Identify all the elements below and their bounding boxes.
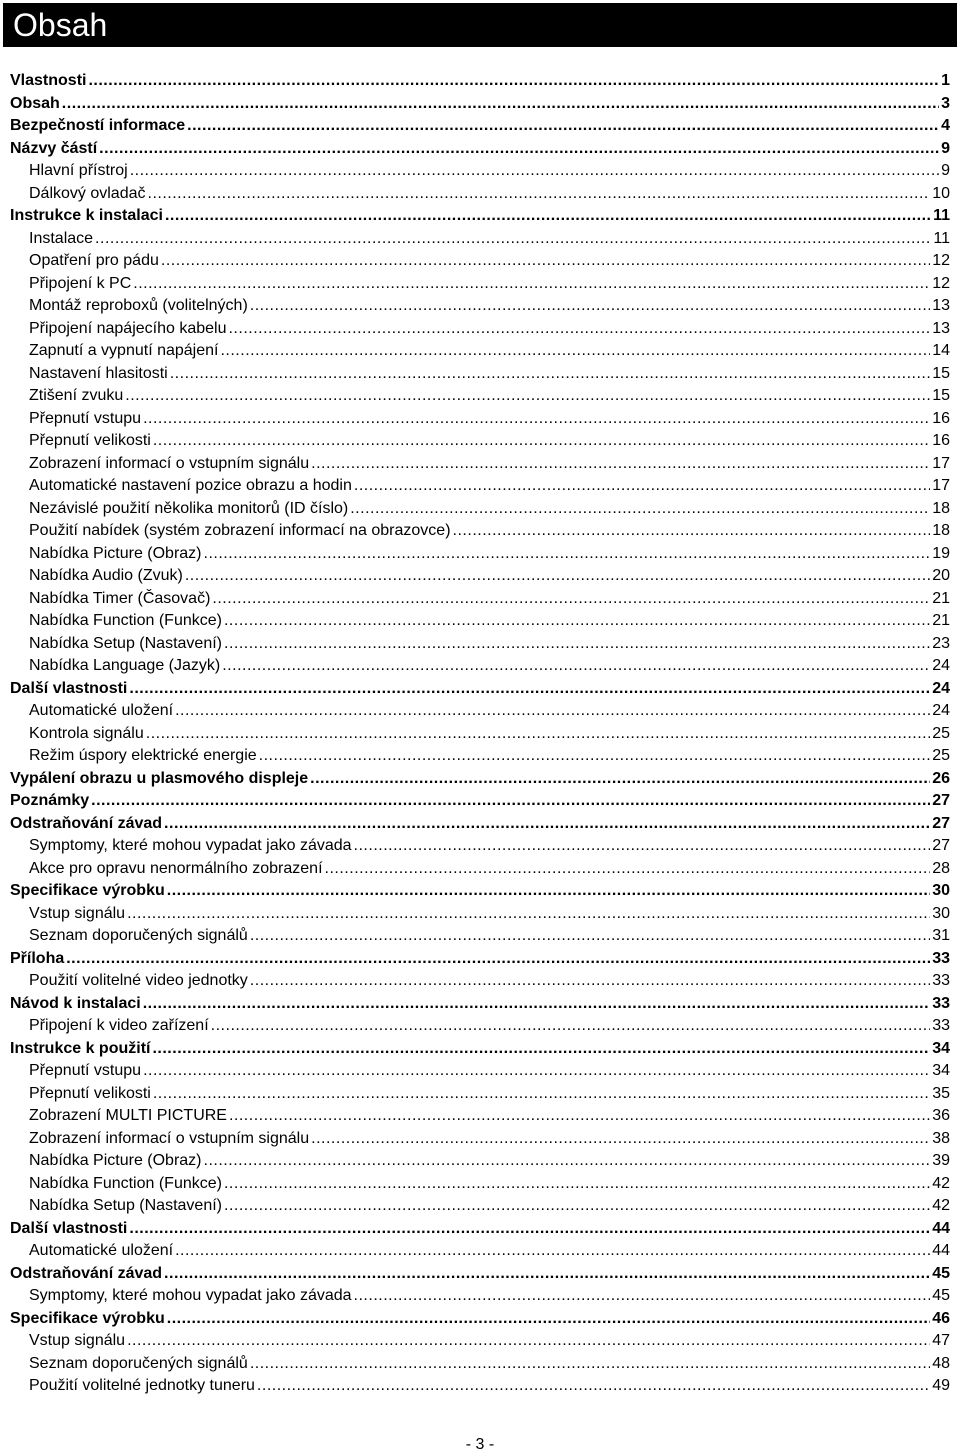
toc-entry[interactable]	[10, 1353, 950, 1376]
toc-entry-label: Nabídka Setup (Nastavení)	[29, 1197, 222, 1214]
toc-entry-label: Nabídka Function (Funkce)	[29, 612, 222, 629]
toc-entry[interactable]	[10, 880, 950, 903]
toc-entry-page-number: 39	[932, 1152, 950, 1169]
toc-entry-label: Použití volitelné video jednotky	[29, 972, 248, 989]
toc-entry[interactable]	[10, 385, 950, 408]
toc-entry[interactable]	[10, 430, 950, 453]
toc-entry[interactable]	[10, 768, 950, 791]
toc-dot-leader	[143, 1060, 930, 1083]
toc-entry-label: Symptomy, které mohou vypadat jako závada	[29, 837, 352, 854]
toc-entry[interactable]	[10, 1015, 950, 1038]
toc-dot-leader	[99, 138, 939, 161]
toc-entry-page-number: 33	[932, 994, 950, 1012]
toc-entry[interactable]	[10, 205, 950, 228]
toc-entry[interactable]	[10, 453, 950, 476]
toc-dot-leader	[153, 1083, 930, 1106]
toc-dot-leader	[204, 543, 931, 566]
toc-entry-label: Seznam doporučených signálů	[29, 927, 248, 944]
toc-dot-leader	[229, 1105, 930, 1128]
toc-entry-label: Specifikace výrobku	[10, 882, 165, 899]
toc-entry-page-number: 10	[932, 184, 950, 202]
section-header	[3, 3, 957, 47]
toc-entry[interactable]	[10, 183, 950, 206]
toc-dot-leader	[152, 1038, 930, 1061]
toc-entry-label: Přepnutí vstupu	[29, 409, 142, 427]
toc-entry-label: Návod k instalaci	[10, 994, 141, 1012]
toc-entry-label: Automatické uložení	[29, 702, 174, 719]
toc-dot-leader	[143, 993, 930, 1016]
toc-entry-label: Zobrazení informací o vstupním signálu	[29, 1129, 310, 1147]
toc-dot-leader	[354, 475, 930, 498]
toc-entry[interactable]	[10, 948, 950, 971]
toc-entry-label: Připojení k video zařízení	[29, 1017, 209, 1034]
toc-entry-page-number: 9	[941, 139, 950, 157]
toc-entry[interactable]	[10, 93, 950, 116]
toc-entry[interactable]	[10, 1150, 950, 1173]
toc-dot-leader	[127, 903, 930, 926]
table-of-contents	[10, 70, 950, 1398]
toc-entry-page-number: 11	[933, 229, 950, 247]
toc-dot-leader	[130, 160, 939, 183]
toc-entry[interactable]	[10, 1375, 950, 1398]
toc-dot-leader	[250, 295, 930, 318]
toc-entry-label: Instrukce k instalaci	[10, 207, 163, 224]
toc-entry[interactable]	[10, 678, 950, 701]
toc-entry-label: Nabídka Setup (Nastavení)	[29, 634, 222, 652]
toc-dot-leader	[354, 1285, 931, 1308]
toc-dot-leader	[175, 1240, 930, 1263]
page-title: Obsah	[13, 7, 108, 43]
toc-entry-label: Nabídka Picture (Obraz)	[29, 1152, 202, 1169]
toc-entry[interactable]	[10, 250, 950, 273]
toc-entry[interactable]	[10, 1038, 950, 1061]
toc-entry-label: Opatření pro pádu	[29, 252, 159, 269]
toc-entry-label: Připojení napájecího kabelu	[29, 319, 227, 337]
toc-entry[interactable]	[10, 363, 950, 386]
toc-dot-leader	[228, 318, 930, 341]
toc-entry[interactable]	[10, 790, 950, 813]
toc-dot-leader	[164, 1263, 930, 1286]
toc-entry-page-number: 16	[932, 432, 950, 449]
toc-entry-page-number: 18	[932, 499, 950, 517]
toc-entry-page-number: 3	[941, 94, 950, 112]
toc-entry-label: Automatické uložení	[29, 1242, 174, 1259]
toc-entry-label: Vstup signálu	[29, 1332, 126, 1349]
toc-entry-label: Přepnutí velikosti	[29, 1084, 151, 1102]
toc-entry[interactable]	[10, 340, 950, 363]
toc-entry-page-number: 15	[932, 387, 950, 404]
toc-dot-leader	[311, 453, 930, 476]
toc-entry-label: Instrukce k použití	[10, 1039, 151, 1057]
toc-entry-label: Vlastnosti	[10, 72, 87, 89]
toc-dot-leader	[250, 925, 930, 948]
toc-entry-label: Použití nabídek (systém zobrazení informací na obrazovce)	[29, 522, 451, 539]
toc-entry[interactable]	[10, 700, 950, 723]
toc-entry-label: Vstup signálu	[29, 904, 126, 922]
toc-entry[interactable]	[10, 565, 950, 588]
toc-entry-label: Poznámky	[10, 792, 90, 809]
toc-entry[interactable]	[10, 1173, 950, 1196]
toc-entry-label: Zobrazení informací o vstupním signálu	[29, 454, 310, 472]
toc-entry-page-number: 18	[932, 522, 950, 539]
toc-entry-page-number: 46	[932, 1309, 950, 1327]
toc-entry-label: Nabídka Function (Funkce)	[29, 1174, 222, 1192]
toc-entry[interactable]	[10, 610, 950, 633]
toc-entry-label: Nabídka Audio (Zvuk)	[29, 567, 183, 584]
toc-entry[interactable]	[10, 813, 950, 836]
toc-entry-page-number: 20	[932, 567, 950, 584]
toc-entry-page-number: 25	[932, 747, 950, 764]
toc-entry-page-number: 13	[932, 297, 950, 314]
toc-entry-label: Bezpečností informace	[10, 117, 186, 134]
toc-entry-page-number: 34	[932, 1062, 950, 1079]
toc-entry-label: Dálkový ovladač	[29, 184, 146, 202]
toc-entry-label: Instalace	[29, 229, 94, 247]
toc-dot-leader	[212, 588, 930, 611]
toc-entry[interactable]	[10, 633, 950, 656]
toc-entry[interactable]	[10, 993, 950, 1016]
toc-entry[interactable]	[10, 475, 950, 498]
toc-entry-page-number: 33	[932, 972, 950, 989]
toc-entry-page-number: 11	[933, 207, 950, 224]
toc-dot-leader	[125, 385, 930, 408]
toc-entry-label: Příloha	[10, 949, 65, 967]
toc-dot-leader	[453, 520, 931, 543]
toc-entry-label: Seznam doporučených signálů	[29, 1354, 248, 1372]
toc-entry[interactable]	[10, 273, 950, 296]
toc-entry[interactable]	[10, 295, 950, 318]
toc-dot-leader	[146, 723, 930, 746]
toc-dot-leader	[185, 565, 930, 588]
toc-entry-label: Režim úspory elektrické energie	[29, 747, 257, 764]
toc-entry-label: Vypálení obrazu u plasmového displeje	[10, 769, 309, 787]
toc-entry[interactable]	[10, 858, 950, 881]
toc-dot-leader	[187, 115, 939, 138]
toc-entry[interactable]	[10, 1128, 950, 1151]
toc-entry-page-number: 35	[932, 1084, 950, 1102]
toc-entry-page-number: 27	[932, 837, 950, 854]
toc-entry-label: Nabídka Timer (Časovač)	[29, 589, 211, 607]
toc-entry-page-number: 47	[932, 1332, 950, 1349]
toc-entry-page-number: 23	[932, 634, 950, 652]
toc-entry-page-number: 45	[932, 1287, 950, 1304]
toc-entry[interactable]	[10, 655, 950, 678]
toc-entry[interactable]	[10, 1083, 950, 1106]
toc-dot-leader	[259, 745, 931, 768]
toc-dot-leader	[129, 1218, 930, 1241]
toc-entry-page-number: 25	[932, 724, 950, 742]
toc-entry[interactable]	[10, 1263, 950, 1286]
toc-entry-page-number: 48	[932, 1354, 950, 1372]
toc-entry-page-number: 21	[932, 612, 950, 629]
toc-entry[interactable]	[10, 1105, 950, 1128]
toc-dot-leader	[220, 340, 930, 363]
toc-entry-label: Nabídka Language (Jazyk)	[29, 657, 221, 674]
toc-entry-label: Montáž reproboxů (volitelných)	[29, 297, 248, 314]
toc-dot-leader	[250, 970, 930, 993]
toc-dot-leader	[224, 1195, 930, 1218]
toc-entry-page-number: 13	[932, 319, 950, 337]
toc-entry[interactable]	[10, 925, 950, 948]
toc-entry[interactable]	[10, 745, 950, 768]
toc-entry-page-number: 38	[932, 1129, 950, 1147]
toc-entry[interactable]	[10, 588, 950, 611]
toc-entry-label: Přepnutí vstupu	[29, 1062, 142, 1079]
toc-entry[interactable]	[10, 723, 950, 746]
toc-dot-leader	[62, 93, 939, 116]
toc-entry-page-number: 36	[932, 1107, 950, 1124]
page-number: - 3 -	[465, 1436, 495, 1453]
toc-entry-page-number: 17	[932, 477, 950, 494]
toc-entry-page-number: 24	[932, 679, 950, 697]
toc-dot-leader	[66, 948, 930, 971]
toc-dot-leader	[224, 1173, 930, 1196]
toc-dot-leader	[148, 183, 931, 206]
toc-entry[interactable]	[10, 543, 950, 566]
toc-entry[interactable]	[10, 1218, 950, 1241]
toc-entry-page-number: 42	[932, 1174, 950, 1192]
toc-entry-page-number: 30	[932, 904, 950, 922]
toc-entry-page-number: 33	[932, 949, 950, 967]
toc-entry-label: Zapnutí a vypnutí napájení	[29, 342, 219, 359]
toc-entry-page-number: 16	[932, 409, 950, 427]
toc-dot-leader	[164, 813, 930, 836]
toc-entry-label: Ztišení zvuku	[29, 387, 124, 404]
toc-entry-label: Názvy částí	[10, 139, 98, 157]
toc-entry[interactable]	[10, 138, 950, 161]
toc-entry-page-number: 27	[932, 814, 950, 832]
toc-entry[interactable]	[10, 1285, 950, 1308]
toc-entry[interactable]	[10, 1060, 950, 1083]
toc-dot-leader	[153, 430, 930, 453]
toc-entry-label: Přepnutí velikosti	[29, 432, 151, 449]
toc-entry-page-number: 30	[932, 882, 950, 899]
toc-entry-page-number: 31	[932, 927, 950, 944]
toc-entry[interactable]	[10, 1195, 950, 1218]
toc-entry-label: Hlavní přístroj	[29, 162, 128, 179]
toc-entry-page-number: 24	[932, 657, 950, 674]
toc-entry-label: Nastavení hlasitosti	[29, 364, 168, 382]
toc-dot-leader	[222, 655, 930, 678]
toc-entry-page-number: 17	[932, 454, 950, 472]
toc-dot-leader	[129, 678, 930, 701]
toc-entry-page-number: 42	[932, 1197, 950, 1214]
toc-dot-leader	[350, 498, 930, 521]
toc-dot-leader	[224, 633, 930, 656]
toc-dot-leader	[161, 250, 930, 273]
toc-entry-page-number: 33	[932, 1017, 950, 1034]
toc-entry-label: Nabídka Picture (Obraz)	[29, 544, 202, 562]
toc-entry-page-number: 26	[932, 769, 950, 787]
toc-dot-leader	[224, 610, 930, 633]
toc-dot-leader	[311, 1128, 930, 1151]
toc-entry[interactable]	[10, 520, 950, 543]
toc-dot-leader	[170, 363, 930, 386]
toc-entry-page-number: 24	[932, 702, 950, 719]
toc-entry-label: Specifikace výrobku	[10, 1309, 165, 1327]
toc-dot-leader	[95, 228, 931, 251]
toc-dot-leader	[143, 408, 930, 431]
toc-entry[interactable]	[10, 903, 950, 926]
toc-entry-page-number: 9	[941, 162, 950, 179]
toc-entry-page-number: 44	[932, 1242, 950, 1259]
toc-dot-leader	[88, 70, 939, 93]
toc-entry[interactable]	[10, 70, 950, 93]
toc-entry[interactable]	[10, 318, 950, 341]
toc-entry-page-number: 14	[932, 342, 950, 359]
toc-dot-leader	[165, 205, 931, 228]
toc-dot-leader	[325, 858, 931, 881]
toc-entry-label: Použití volitelné jednotky tuneru	[29, 1377, 255, 1394]
toc-entry-label: Připojení k PC	[29, 274, 132, 292]
toc-dot-leader	[204, 1150, 931, 1173]
toc-entry[interactable]	[10, 115, 950, 138]
toc-dot-leader	[354, 835, 931, 858]
toc-entry-label: Nezávislé použití několika monitorů (ID číslo)	[29, 499, 349, 517]
toc-entry-page-number: 12	[932, 274, 950, 292]
toc-entry-page-number: 27	[932, 792, 950, 809]
toc-entry-label: Akce pro opravu nenormálního zobrazení	[29, 859, 323, 877]
toc-dot-leader	[127, 1330, 930, 1353]
toc-entry-page-number: 21	[932, 589, 950, 607]
toc-dot-leader	[175, 700, 930, 723]
toc-dot-leader	[91, 790, 930, 813]
toc-entry[interactable]	[10, 970, 950, 993]
toc-dot-leader	[167, 1308, 930, 1331]
toc-entry[interactable]	[10, 1308, 950, 1331]
toc-entry-label: Obsah	[10, 94, 60, 112]
toc-entry-page-number: 28	[932, 859, 950, 877]
toc-dot-leader	[250, 1353, 930, 1376]
toc-entry-page-number: 12	[932, 252, 950, 269]
toc-entry[interactable]	[10, 228, 950, 251]
toc-entry[interactable]	[10, 1240, 950, 1263]
toc-entry-page-number: 4	[941, 117, 950, 134]
toc-entry-label: Symptomy, které mohou vypadat jako závada	[29, 1287, 352, 1304]
toc-entry[interactable]	[10, 408, 950, 431]
toc-entry[interactable]	[10, 498, 950, 521]
toc-dot-leader	[133, 273, 930, 296]
toc-entry[interactable]	[10, 160, 950, 183]
toc-entry-page-number: 45	[932, 1264, 950, 1282]
toc-dot-leader	[211, 1015, 931, 1038]
toc-dot-leader	[257, 1375, 930, 1398]
toc-entry-page-number: 1	[941, 72, 950, 89]
toc-entry-page-number: 44	[932, 1219, 950, 1237]
toc-entry[interactable]	[10, 835, 950, 858]
toc-entry-page-number: 49	[932, 1377, 950, 1394]
toc-entry-label: Odstraňování závad	[10, 1264, 163, 1282]
toc-entry[interactable]	[10, 1330, 950, 1353]
toc-entry-page-number: 19	[932, 544, 950, 562]
toc-entry-label: Zobrazení MULTI PICTURE	[29, 1107, 227, 1124]
toc-entry-label: Kontrola signálu	[29, 724, 144, 742]
toc-dot-leader	[310, 768, 930, 791]
toc-entry-label: Další vlastnosti	[10, 1219, 128, 1237]
toc-entry-label: Další vlastnosti	[10, 679, 128, 697]
toc-entry-page-number: 34	[932, 1039, 950, 1057]
toc-entry-label: Automatické nastavení pozice obrazu a hodin	[29, 477, 352, 494]
toc-entry-label: Odstraňování závad	[10, 814, 163, 832]
toc-entry-page-number: 15	[932, 364, 950, 382]
toc-dot-leader	[167, 880, 930, 903]
